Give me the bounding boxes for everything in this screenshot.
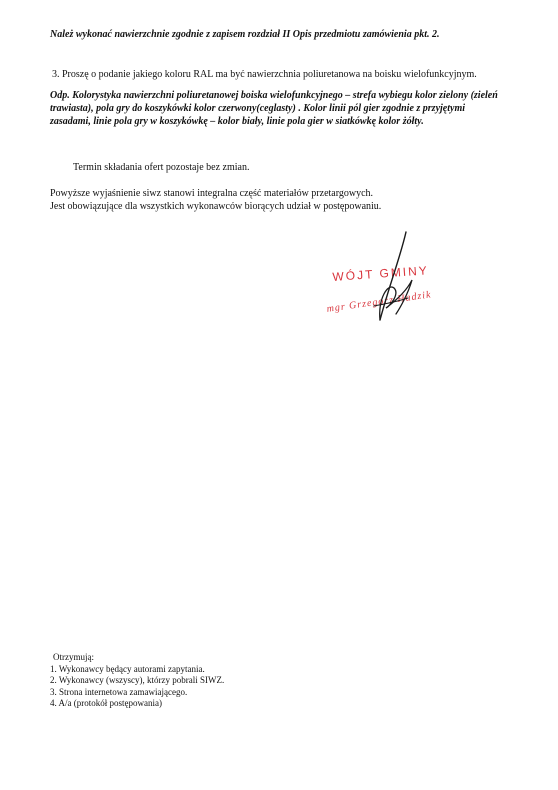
binding-note-line: Jest obowiązujące dla wszystkich wykonawców biorących udział w postępowaniu. [50,201,382,212]
recipient-item: 4. A/a (protokół postępowania) [50,698,162,708]
answer-line: Odp. Kolorystyka nawierzchni poliuretanowej boiska wielofunkcyjnego – strefa wybiegu kolor zielony (zieleń [50,90,498,101]
recipients-list [50,652,224,710]
answer-line: zasadami, linie pola gry w koszykówkę – kolor biały, linie pola gier w siatkówkę kolor żółty. [50,116,424,127]
stamp-name: mgr Grzegorz Hadzik [326,289,433,315]
binding-note-line: Powyższe wyjaśnienie siwz stanowi integralna część materiałów przetargowych. [50,188,374,199]
answer-block [50,89,498,128]
deadline-note: Termin składania ofert pozostaje bez zmian. [73,162,250,173]
binding-note [50,187,381,213]
stamp-title: WÓJT GMINY [332,263,430,284]
answer-line: trawiasta), pola gry do koszykówki kolor czerwony(ceglasty) . Kolor linii pól gier zgodnie z przyjętymi [50,103,465,114]
intro-line: Należ wykonać nawierzchnie zgodnie z zapisem rozdział II Opis przedmiotu zamówienia pkt. 2. [50,29,440,40]
recipient-item: 3. Strona internetowa zamawiającego. [50,686,188,697]
recipient-item: 2. Wykonawcy (wszyscy), którzy pobrali SIWZ. [50,675,225,685]
question-3: 3. Proszę o podanie jakiego koloru RAL ma być nawierzchnia poliuretanowa na boisku wielofunkcyjnym. [52,69,477,80]
recipients-heading: Otrzymują: [53,652,94,662]
recipient-item: 1. Wykonawcy będący autorami zapytania. [50,663,205,674]
handwritten-signature [360,228,430,328]
